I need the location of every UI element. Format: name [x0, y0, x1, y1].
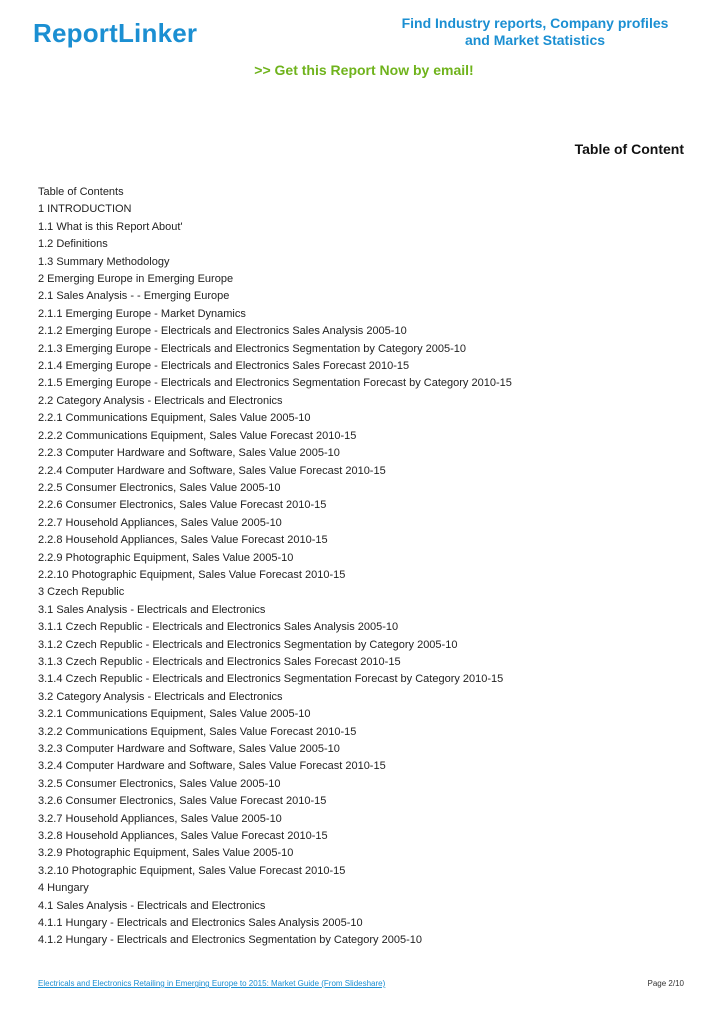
footer-source-link[interactable]: Electricals and Electronics Retailing in Emerging Europe to 2015: Market Guide (From Slideshare)	[38, 979, 386, 988]
toc-item: 2 Emerging Europe in Emerging Europe	[38, 273, 234, 286]
page-footer	[38, 979, 684, 988]
toc-item: 2.1.1 Emerging Europe - Market Dynamics	[38, 307, 246, 320]
toc-item: 1.3 Summary Methodology	[38, 255, 170, 268]
toc-item: 3.2.2 Communications Equipment, Sales Value Forecast 2010-15	[38, 725, 357, 738]
toc-item: 1.2 Definitions	[38, 238, 108, 251]
toc-item: 2.2.8 Household Appliances, Sales Value Forecast 2010-15	[38, 534, 328, 547]
get-report-email-link[interactable]: >> Get this Report Now by email!	[254, 62, 474, 78]
toc-item: 2.2.10 Photographic Equipment, Sales Value Forecast 2010-15	[38, 568, 346, 581]
header-tagline	[390, 15, 680, 49]
toc-item: 2.2.4 Computer Hardware and Software, Sales Value Forecast 2010-15	[38, 464, 386, 477]
tagline-line-2: and Market Statistics	[464, 32, 606, 48]
toc-item: 3.2.3 Computer Hardware and Software, Sales Value 2005-10	[38, 743, 340, 755]
toc-item: 3.2.8 Household Appliances, Sales Value Forecast 2010-15	[38, 830, 328, 843]
toc-item: 4.1.2 Hungary - Electricals and Electronics Segmentation by Category 2005-10	[38, 934, 422, 947]
toc-item: 2.2.3 Computer Hardware and Software, Sales Value 2005-10	[38, 447, 340, 460]
toc-item: 3.1.4 Czech Republic - Electricals and Electronics Segmentation Forecast by Category 2010-15	[38, 673, 504, 686]
toc-item: 3.2.5 Consumer Electronics, Sales Value 2005-10	[38, 777, 281, 790]
toc-item: 2.2.2 Communications Equipment, Sales Value Forecast 2010-15	[38, 429, 357, 442]
toc-item: 4.1.1 Hungary - Electricals and Electronics Sales Analysis 2005-10	[38, 917, 363, 930]
toc-item: 2.2.1 Communications Equipment, Sales Value 2005-10	[38, 412, 311, 425]
toc-item: 3.2.9 Photographic Equipment, Sales Value 2005-10	[38, 847, 294, 860]
tagline-line-1: Find Industry reports, Company profiles	[401, 15, 669, 31]
toc-item: 4 Hungary	[38, 882, 89, 895]
toc-list	[38, 184, 512, 950]
page-number: Page 2/10	[647, 979, 684, 988]
toc-item: 2.2.6 Consumer Electronics, Sales Value Forecast 2010-15	[38, 499, 327, 512]
toc-item: 2.1.5 Emerging Europe - Electricals and Electronics Segmentation Forecast by Category 2010-15	[38, 377, 512, 390]
toc-item: 2.1.3 Emerging Europe - Electricals and Electronics Segmentation by Category 2005-10	[38, 342, 467, 355]
toc-item: 4.1 Sales Analysis - Electricals and Electronics	[38, 899, 266, 912]
toc-item: 1.1 What is this Report About'	[38, 220, 183, 233]
reportlinker-logo[interactable]: ReportLinker	[33, 18, 198, 48]
toc-item: 3 Czech Republic	[38, 586, 125, 599]
toc-item: 3.1.3 Czech Republic - Electricals and Electronics Sales Forecast 2010-15	[38, 655, 401, 668]
toc-item: Table of Contents	[38, 186, 124, 198]
toc-item: 3.1.1 Czech Republic - Electricals and Electronics Sales Analysis 2005-10	[38, 621, 399, 634]
toc-item: 2.2 Category Analysis - Electricals and Electronics	[38, 394, 283, 407]
toc-item: 3.2.4 Computer Hardware and Software, Sales Value Forecast 2010-15	[38, 760, 386, 773]
toc-item: 2.1.4 Emerging Europe - Electricals and Electronics Sales Forecast 2010-15	[38, 360, 410, 373]
toc-item: 2.2.9 Photographic Equipment, Sales Value 2005-10	[38, 551, 294, 564]
toc-item: 3.2.10 Photographic Equipment, Sales Value Forecast 2010-15	[38, 864, 346, 877]
toc-item: 2.1.2 Emerging Europe - Electricals and Electronics Sales Analysis 2005-10	[38, 325, 407, 338]
toc-item: 3.2 Category Analysis - Electricals and Electronics	[38, 690, 283, 703]
toc-item: 1 INTRODUCTION	[38, 203, 132, 216]
toc-item: 2.1 Sales Analysis - - Emerging Europe	[38, 290, 230, 303]
toc-item: 3.1.2 Czech Republic - Electricals and Electronics Segmentation by Category 2005-10	[38, 638, 458, 651]
toc-item: 3.2.7 Household Appliances, Sales Value 2005-10	[38, 812, 282, 825]
toc-item: 2.2.7 Household Appliances, Sales Value 2005-10	[38, 516, 282, 529]
toc-item: 3.2.1 Communications Equipment, Sales Value 2005-10	[38, 708, 311, 721]
toc-item: 2.2.5 Consumer Electronics, Sales Value 2005-10	[38, 481, 281, 494]
toc-item: 3.1 Sales Analysis - Electricals and Electronics	[38, 603, 266, 616]
toc-item: 3.2.6 Consumer Electronics, Sales Value Forecast 2010-15	[38, 795, 327, 808]
toc-heading: Table of Content	[574, 141, 684, 157]
